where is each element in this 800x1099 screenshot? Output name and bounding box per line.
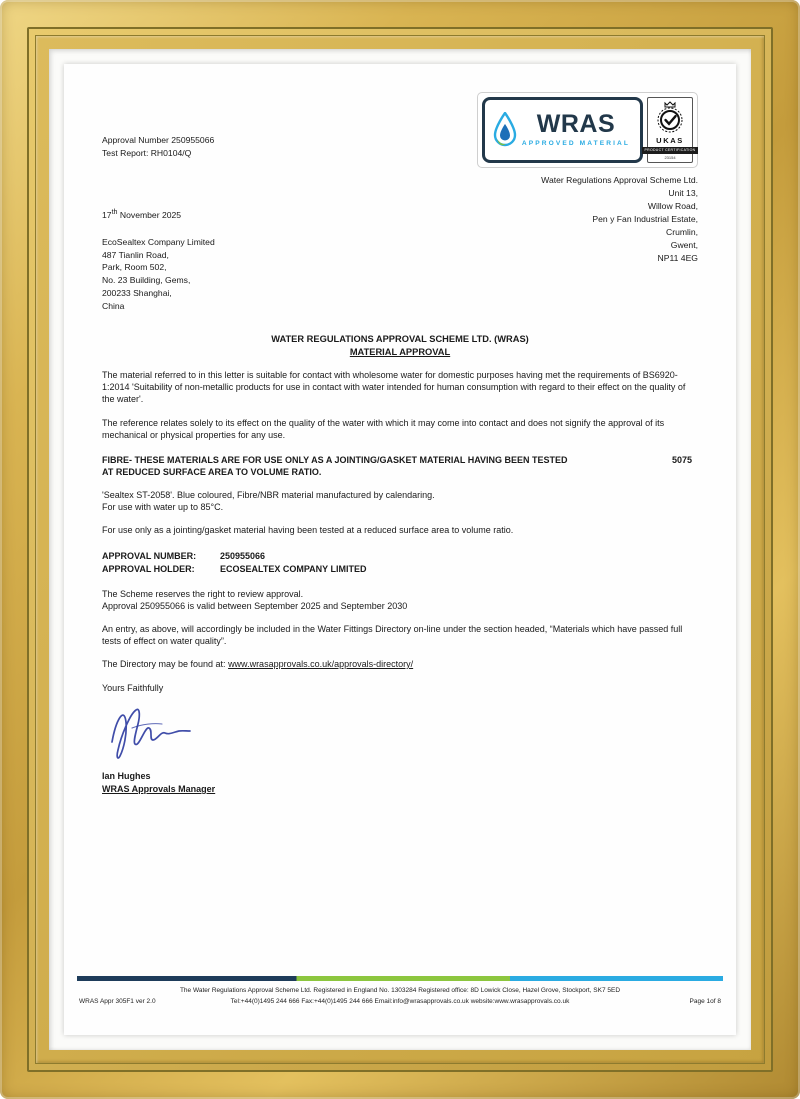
heading-line2: MATERIAL APPROVAL (349, 346, 451, 357)
footer-document-reference: WRAS Appr 305F1 ver 2.0 (79, 997, 156, 1005)
sender-address (541, 174, 698, 313)
letter-date (102, 208, 215, 221)
approval-holder-row (102, 563, 698, 577)
review-statement (102, 588, 698, 612)
recipient-address (102, 236, 215, 313)
recipient-line: EcoSealtex Company Limited (102, 236, 215, 247)
letter-heading (102, 333, 698, 358)
sender-line: Gwent, (670, 239, 698, 250)
frame-ridge-inner (35, 35, 765, 1064)
signature-block (102, 770, 698, 797)
letter-content (64, 64, 736, 1035)
date-day: 17 (102, 210, 112, 221)
paragraph-suitability: The material referred to in this letter is suitable for contact with wholesome water for domestic purposes having met the requirements of BS6920-1:2014 'Suitability of non-metallic products for use in contact with water intended for human consumption with regard to their effect on the quality of the water'. (102, 370, 686, 405)
approval-details (102, 550, 698, 577)
product-line2: For use with water up to 85°C. (102, 502, 224, 513)
ukas-certification-mark (644, 97, 696, 163)
test-report-line: Test Report: RH0104/Q (102, 148, 192, 159)
directory-url-link[interactable]: www.wrasapprovals.co.uk/approvals-directory/ (228, 659, 414, 670)
recipient-line: Park, Room 502, (102, 262, 167, 273)
product-line1: 'Sealtex ST-2058'. Blue coloured, Fibre/NBR material manufactured by calendaring. (102, 490, 435, 501)
frame-ridge (27, 27, 773, 1072)
wras-tagline: APPROVED MATERIAL (521, 139, 630, 147)
sender-line: Pen y Fan Industrial Estate, (592, 213, 698, 224)
letter-page (64, 64, 736, 1035)
signatory-title: WRAS Approvals Manager (102, 784, 216, 795)
approval-holder-value: ECOSEALTEX COMPANY LIMITED (220, 564, 367, 575)
recipient-line: China (102, 301, 125, 312)
fibre-reference-number: 5075 (671, 454, 692, 465)
ukas-accreditation-number: 23154 (664, 154, 676, 160)
water-drop-icon (492, 112, 518, 148)
ukas-wordmark: UKAS (656, 136, 684, 145)
paragraph-reference-scope: The reference relates solely to its effect on the quality of the water with which it may come into contact and does not signify the approval of its mechanical or physical properties for any use. (102, 417, 665, 440)
ukas-crown-check-icon (655, 101, 685, 135)
footer-text-block (77, 986, 723, 1007)
address-row (102, 174, 698, 313)
date-and-recipient (102, 208, 215, 313)
date-ordinal: th (111, 208, 118, 217)
review-line2: Approval 250955066 is valid between September 2025 and September 2030 (102, 600, 408, 611)
footer-page-number: Page 1of 8 (689, 997, 721, 1005)
sender-line: Water Regulations Approval Scheme Ltd. (541, 175, 698, 186)
product-description (102, 489, 698, 513)
directory-link-line (102, 658, 698, 670)
approval-holder-label: APPROVAL HOLDER: (102, 564, 195, 575)
frame-mat (49, 49, 751, 1050)
wras-logo-text (521, 109, 630, 149)
ukas-product-certification-label: PRODUCT CERTIFICATION (644, 148, 696, 153)
use-condition-line: For use only as a jointing/gasket material having been tested at a reduced surface area to volume ratio. (102, 525, 514, 536)
header-row (102, 64, 698, 168)
directory-link-prefix: The Directory may be found at: (102, 659, 229, 670)
sender-line: Crumlin, (666, 226, 698, 237)
recipient-line: 487 Tianlin Road, (102, 249, 169, 260)
directory-entry-paragraph: An entry, as above, will accordingly be included in the Water Fittings Directory on-line under the section headed, “Materials which have passed full tests of effect on water quality”. (102, 623, 683, 646)
footer-color-bar (77, 976, 723, 981)
recipient-line: No. 23 Building, Gems, (102, 275, 191, 286)
footer-registration-line: The Water Regulations Approval Scheme Ltd. Registered in England No. 1303284 Registered office: 8D Lowick Close, Hazel Grove, Stockport, SK7 5ED (179, 987, 621, 995)
heading-line1: WATER REGULATIONS APPROVAL SCHEME LTD. (WRAS) (271, 334, 529, 345)
review-line1: The Scheme reserves the right to review approval. (102, 588, 304, 599)
reference-block (102, 134, 214, 161)
recipient-line: 200233 Shanghai, (102, 288, 172, 299)
sender-line: Willow Road, (647, 201, 698, 212)
wras-wordmark: WRAS (536, 109, 616, 138)
fibre-statement-text: FIBRE- THESE MATERIALS ARE FOR USE ONLY AS A JOINTING/GASKET MATERIAL HAVING BEEN TESTED AT REDUCED SURFACE AREA TO VOLUME RATIO. (102, 454, 568, 477)
certification-logo-cluster (477, 92, 698, 168)
letter-footer (77, 976, 723, 1007)
sender-line: Unit 13, (668, 188, 698, 199)
approval-number-value: 250955066 (220, 550, 266, 561)
approval-number-row (102, 550, 698, 564)
handwritten-signature (102, 698, 282, 762)
frame-band-inner (36, 36, 764, 1063)
frame-band (29, 29, 771, 1070)
closing-salutation: Yours Faithfully (102, 683, 164, 694)
wras-approved-material-logo (482, 97, 643, 163)
approval-number-line: Approval Number 250955066 (102, 135, 215, 145)
fibre-statement (102, 454, 698, 478)
footer-contact-line: Tel:+44(0)1495 244 666 Fax:+44(0)1495 244 666 Email:info@wrasapprovals.co.uk website:www.wrasapprovals.co.uk (230, 997, 570, 1005)
sender-line: NP11 4EG (657, 252, 698, 263)
signatory-name: Ian Hughes (102, 770, 151, 781)
approval-number-label: APPROVAL NUMBER: (102, 550, 197, 561)
date-rest: November 2025 (117, 210, 182, 221)
